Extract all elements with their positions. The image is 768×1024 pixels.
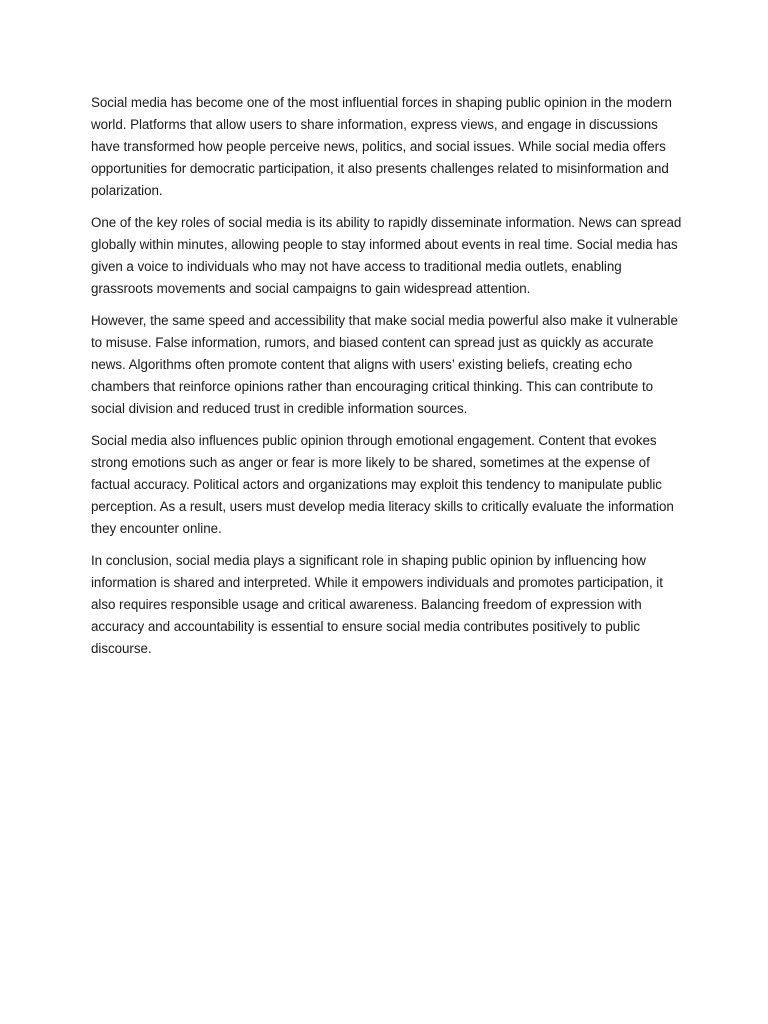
paragraph-conclusion: In conclusion, social media plays a significant role in shaping public opinion by influencing how information is shared and interpreted. While it empowers individuals and promotes participation, it also requires responsible usage and critical awareness. Balancing freedom of expression with accuracy and accountability is essential to ensure social media contributes positively to public discourse. <box>91 553 663 656</box>
paragraph-introduction: Social media has become one of the most influential forces in shaping public opinion in the modern world. Platforms that allow users to share information, express views, and engage in discussions have transformed how people perceive news, politics, and social issues. While social media offers opportunities for democratic participation, it also presents challenges related to misinformation and polarization. <box>91 95 672 198</box>
document-body <box>91 92 683 670</box>
paragraph-dissemination: One of the key roles of social media is its ability to rapidly disseminate information. News can spread globally within minutes, allowing people to stay informed about events in real time. Social media has given a voice to individuals who may not have access to traditional media outlets, enabling grassroots movements and social campaigns to gain widespread attention. <box>91 215 682 296</box>
paragraph-misuse: However, the same speed and accessibility that make social media powerful also make it vulnerable to misuse. False information, rumors, and biased content can spread just as quickly as accurate news. Algorithms often promote content that aligns with users’ existing beliefs, creating echo chambers that reinforce opinions rather than encouraging critical thinking. This can contribute to social division and reduced trust in credible information sources. <box>91 313 678 416</box>
paragraph-emotional-engagement: Social media also influences public opinion through emotional engagement. Content that evokes strong emotions such as anger or fear is more likely to be shared, sometimes at the expense of factual accuracy. Political actors and organizations may exploit this tendency to manipulate public perception. As a result, users must develop media literacy skills to critically evaluate the information they encounter online. <box>91 433 674 536</box>
